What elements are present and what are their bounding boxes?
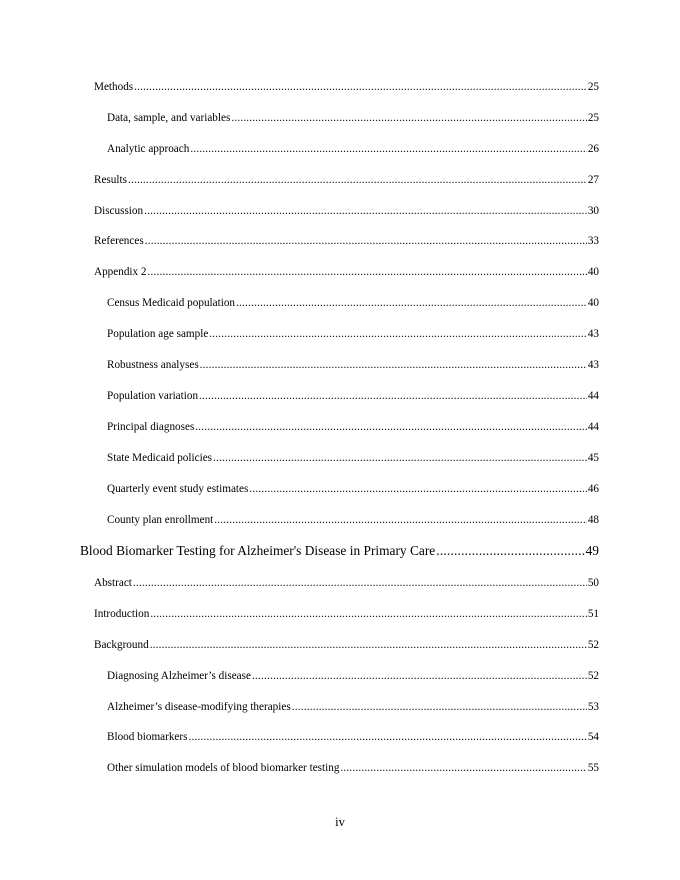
toc-entry-label: Analytic approach — [107, 143, 190, 155]
dot-leader — [128, 172, 587, 188]
dot-leader — [236, 295, 587, 311]
toc-entry-page: 44 — [587, 390, 599, 402]
toc-entry[interactable] — [107, 110, 599, 126]
toc-entry[interactable] — [107, 357, 599, 373]
toc-entry[interactable] — [107, 326, 599, 342]
toc-entry-page: 43 — [587, 359, 599, 371]
toc-entry-page: 52 — [587, 670, 599, 682]
toc-entry[interactable] — [94, 79, 599, 95]
toc-entry[interactable] — [107, 729, 599, 745]
dot-leader — [213, 450, 587, 466]
dot-leader — [134, 79, 587, 95]
dot-leader — [252, 668, 587, 684]
toc-entry-page: 30 — [587, 205, 599, 217]
toc-entry[interactable] — [107, 668, 599, 684]
toc-entry-page: 43 — [587, 328, 599, 340]
toc-entry-label: Principal diagnoses — [107, 421, 195, 433]
toc-entry-page: 51 — [587, 608, 599, 620]
toc-entry[interactable] — [94, 172, 599, 188]
toc-entry[interactable] — [94, 606, 599, 622]
toc-entry-page: 54 — [587, 731, 599, 743]
toc-entry-label: References — [94, 235, 144, 247]
toc-entry[interactable] — [107, 699, 599, 715]
dot-leader — [150, 637, 587, 653]
toc-entry-page: 48 — [587, 514, 599, 526]
toc-entry-page: 53 — [587, 701, 599, 713]
toc-entry-page: 25 — [587, 112, 599, 124]
toc-entry[interactable] — [107, 388, 599, 404]
toc-entry-label: Other simulation models of blood biomarker testing — [107, 762, 340, 774]
toc-entry-label: Population age sample — [107, 328, 209, 340]
dot-leader — [231, 110, 586, 126]
toc-entry[interactable] — [107, 512, 599, 528]
toc-entry-page: 25 — [587, 81, 599, 93]
toc-entry-label: Data, sample, and variables — [107, 112, 231, 124]
toc-entry-page: 49 — [585, 543, 599, 558]
toc-entry-label: Population variation — [107, 390, 199, 402]
dot-leader — [214, 512, 587, 528]
toc-entry[interactable] — [107, 141, 599, 157]
toc-entry[interactable] — [94, 637, 599, 653]
toc-entry-page: 46 — [587, 483, 599, 495]
dot-leader — [188, 729, 586, 745]
page-number: iv — [335, 815, 345, 829]
toc-entry-page: 40 — [587, 266, 599, 278]
toc-entry-label: Blood biomarkers — [107, 731, 188, 743]
toc-entry-label: Discussion — [94, 205, 144, 217]
toc-entry-label: Quarterly event study estimates — [107, 483, 249, 495]
toc-entry[interactable] — [107, 419, 599, 435]
toc-entry[interactable] — [107, 450, 599, 466]
toc-entry-label: Census Medicaid population — [107, 297, 236, 309]
dot-leader — [148, 264, 587, 280]
dot-leader — [195, 419, 587, 435]
toc-entry-page: 27 — [587, 174, 599, 186]
toc-entry-page: 52 — [587, 639, 599, 651]
toc-entry-label: Background — [94, 639, 149, 651]
dot-leader — [199, 388, 587, 404]
dot-leader — [133, 575, 587, 591]
toc-entry-label: Introduction — [94, 608, 150, 620]
dot-leader — [340, 760, 586, 776]
toc-entry-page: 40 — [587, 297, 599, 309]
toc-chapter-entry[interactable] — [80, 542, 599, 560]
toc-entry-label: Blood Biomarker Testing for Alzheimer's Disease in Primary Care — [80, 543, 436, 558]
dot-leader — [249, 481, 586, 497]
toc-entry-label: Alzheimer’s disease-modifying therapies — [107, 701, 291, 713]
toc-entry[interactable] — [94, 203, 599, 219]
toc-entry-page: 26 — [587, 143, 599, 155]
toc-entry[interactable] — [94, 575, 599, 591]
toc-entry-page: 45 — [587, 452, 599, 464]
dot-leader — [190, 141, 586, 157]
dot-leader — [200, 357, 587, 373]
toc-entry-page: 50 — [587, 577, 599, 589]
dot-leader — [144, 203, 587, 219]
toc-entry-label: Results — [94, 174, 127, 186]
toc-entry-label: County plan enrollment — [107, 514, 214, 526]
toc-entry-label: Robustness analyses — [107, 359, 199, 371]
toc-entry-label: Methods — [94, 81, 134, 93]
dot-leader — [145, 233, 587, 249]
toc-entry-page: 44 — [587, 421, 599, 433]
toc-entry[interactable] — [94, 233, 599, 249]
toc-entry-label: State Medicaid policies — [107, 452, 213, 464]
dot-leader — [150, 606, 587, 622]
dot-leader — [436, 542, 584, 560]
dot-leader — [209, 326, 587, 342]
toc-entry[interactable] — [107, 295, 599, 311]
toc-entry[interactable] — [107, 481, 599, 497]
toc-entry-label: Diagnosing Alzheimer’s disease — [107, 670, 251, 682]
toc-entry[interactable] — [107, 760, 599, 776]
toc-entry-page: 55 — [587, 762, 599, 774]
toc-entry-page: 33 — [587, 235, 599, 247]
toc-entry-label: Appendix 2 — [94, 266, 147, 278]
dot-leader — [292, 699, 587, 715]
toc-entry-label: Abstract — [94, 577, 132, 589]
toc-entry[interactable] — [94, 264, 599, 280]
